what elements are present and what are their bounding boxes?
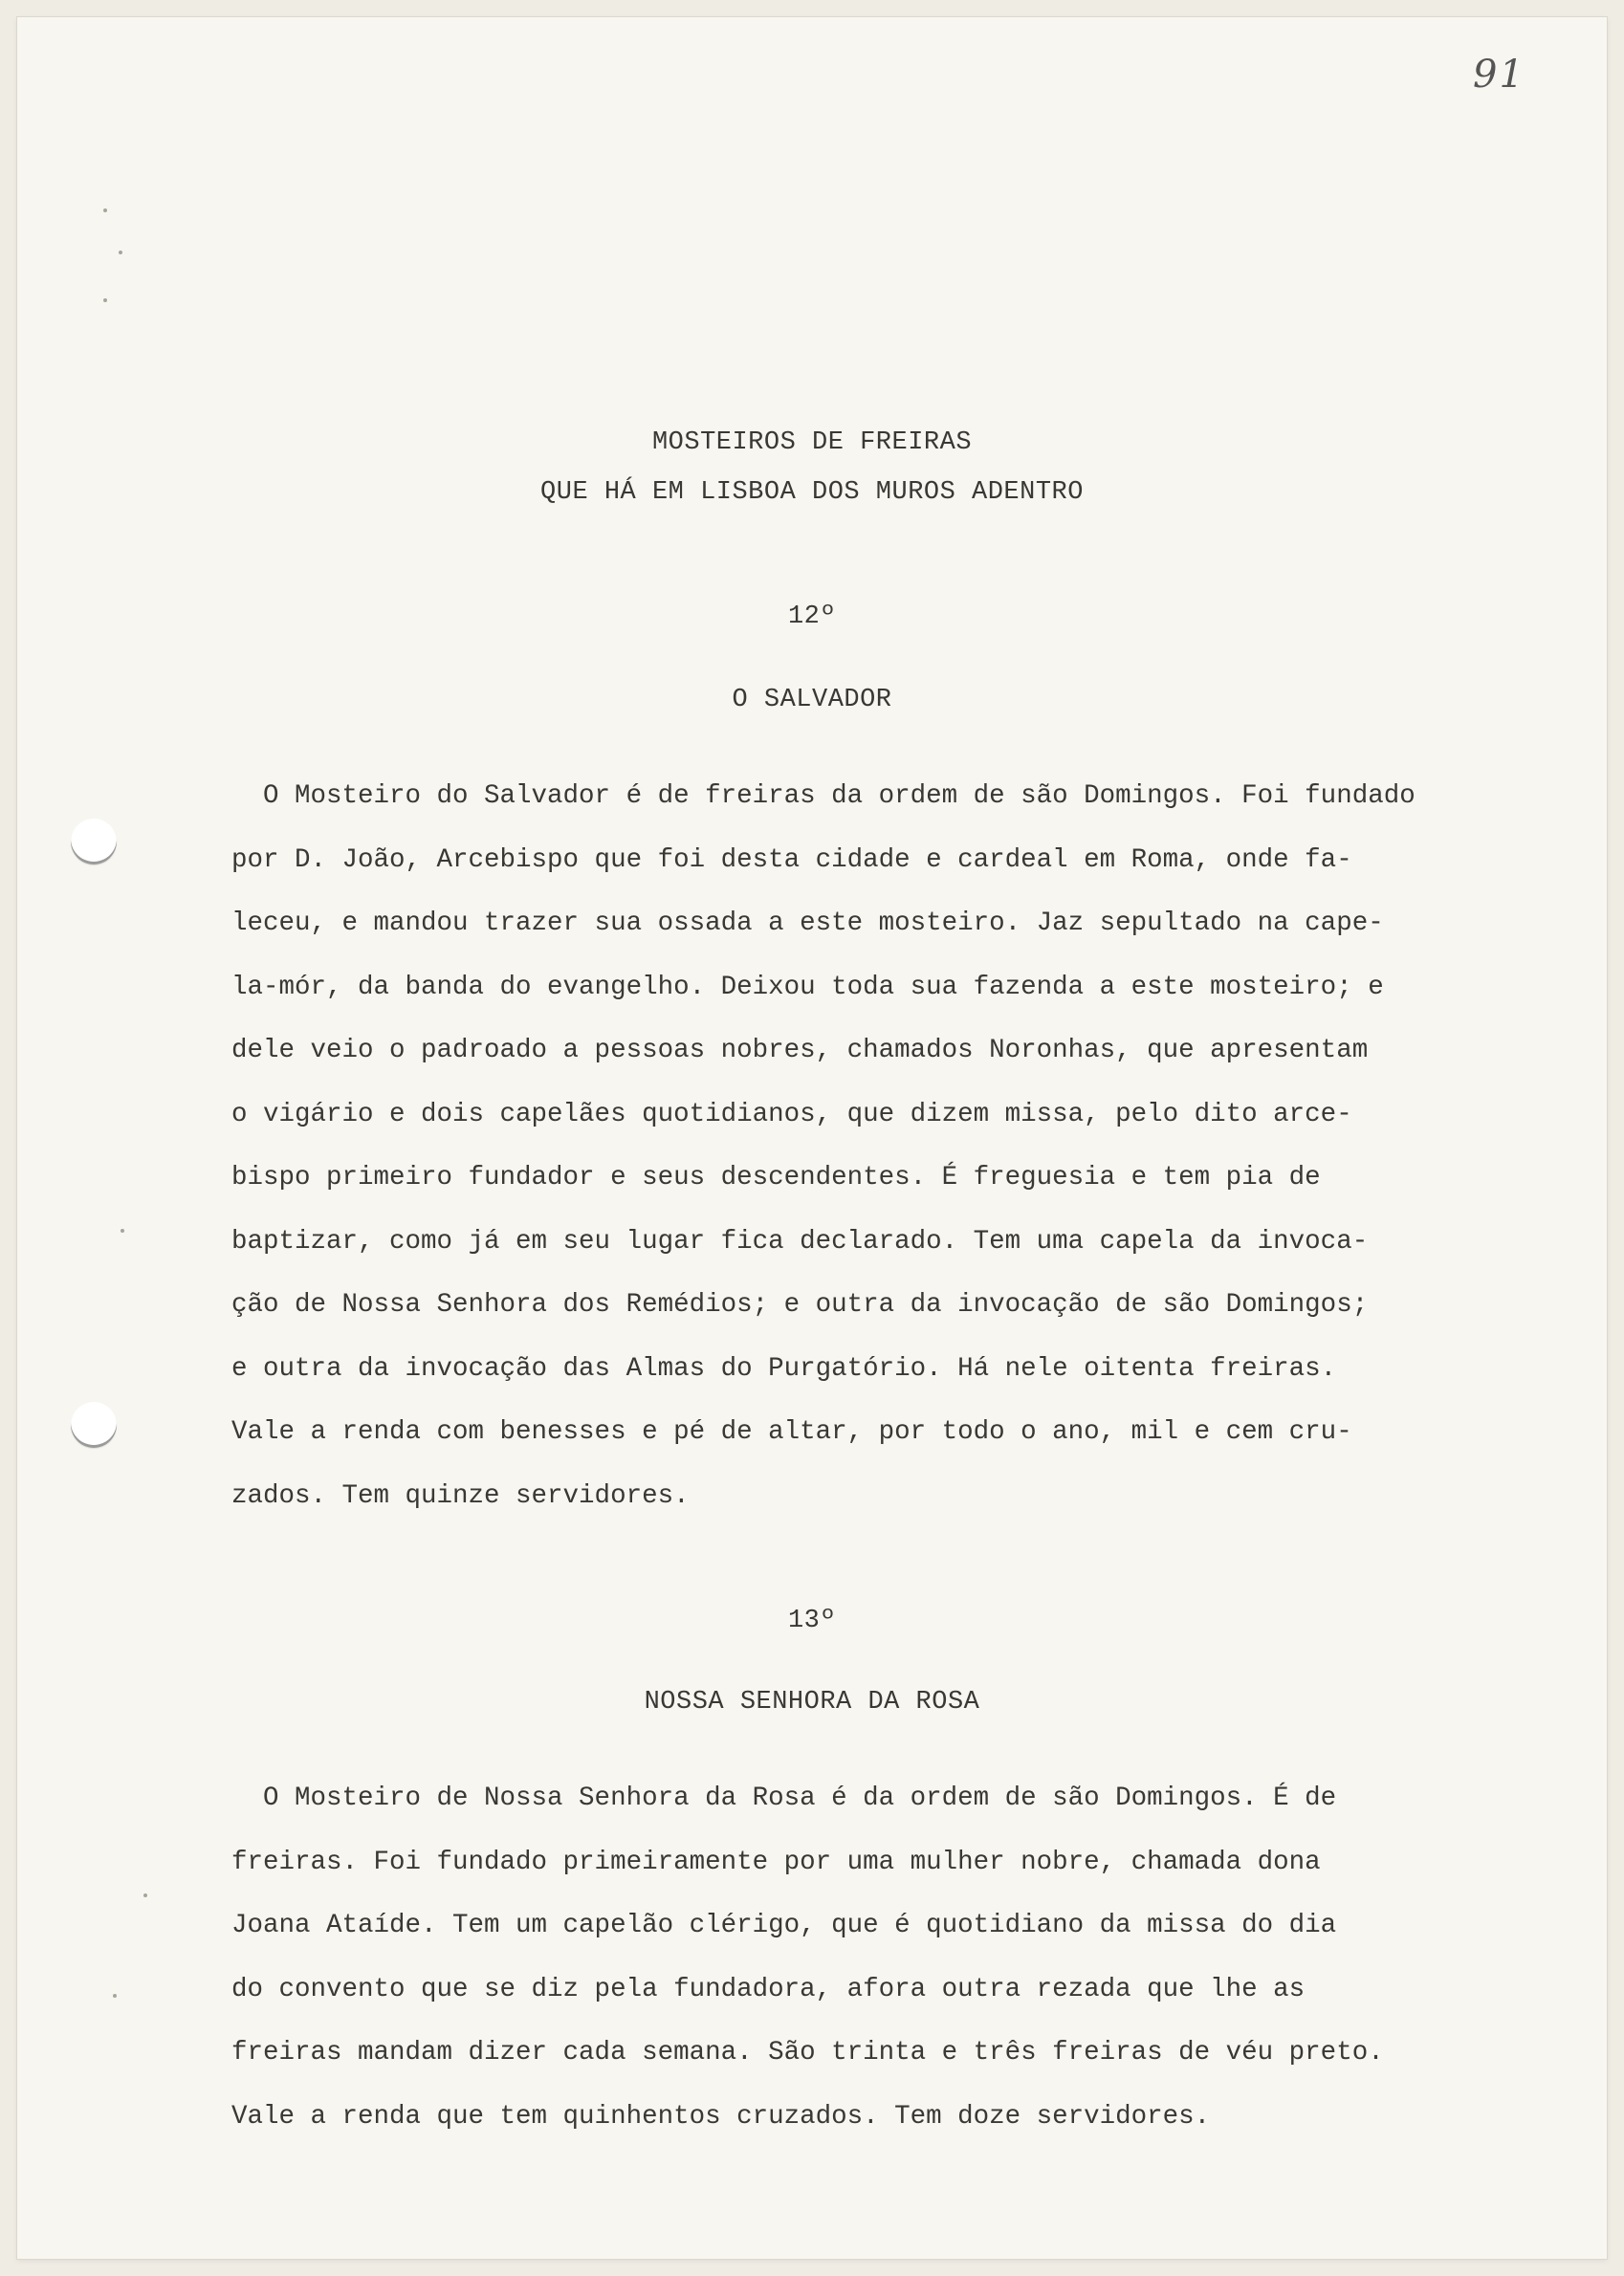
text-line: leceu, e mandou trazer sua ossada a este mosteiro. Jaz sepultado na cape- [231,908,1384,938]
text-line: zados. Tem quinze servidores. [231,1480,690,1511]
text-line: O Mosteiro de Nossa Senhora da Rosa é da ordem de são Domingos. É de [231,1784,1337,1813]
text-line: baptizar, como já em seu lugar fica declarado. Tem uma capela da invoca- [231,1226,1369,1257]
text-line: Vale a renda que tem quinhentos cruzados. Tem doze servidores. [231,2101,1211,2132]
section-number: 12º [787,602,837,631]
text-line: dele veio o padroado a pessoas nobres, chamados Noronhas, que apresentam [231,1036,1369,1065]
text-line: ção de Nossa Senhora dos Remédios; e outra da invocação de são Domingos; [231,1290,1369,1320]
paper-speck [119,251,122,254]
text-line: Joana Ataíde. Tem um capelão clérigo, que é quotidiano da missa do dia [231,1911,1337,1940]
document-title-line-1: MOSTEIROS DE FREIRAS [651,428,973,457]
text-line: o vigário e dois capelães quotidianos, que dizem missa, pelo dito arce- [231,1099,1352,1129]
text-line: por D. João, Arcebispo que foi desta cidade e cardeal em Roma, onde fa- [231,844,1352,875]
document-title-line-2: QUE HÁ EM LISBOA DOS MUROS ADENTRO [540,478,1084,507]
text-line: freiras mandam dizer cada semana. São trinta e três freiras de véu preto. [231,2038,1384,2068]
section-paragraph [231,1767,1542,2149]
section-number: 13º [787,1607,837,1635]
paper-speck [113,1994,117,1998]
paper-speck [103,298,107,302]
paper-speck [143,1893,147,1897]
section-paragraph [231,765,1542,1528]
text-line: la-mór, da banda do evangelho. Deixou toda sua fazenda a este mosteiro; e [231,972,1384,1002]
punch-hole [71,1402,117,1448]
punch-hole [71,819,117,864]
paper-speck [121,1229,124,1233]
text-line: do convento que se diz pela fundadora, afora outra rezada que lhe as [231,1974,1306,2004]
text-line: O Mosteiro do Salvador é de freiras da ordem de são Domingos. Foi fundado [231,781,1416,811]
section-heading: O SALVADOR [732,686,892,714]
text-line: bispo primeiro fundador e seus descendentes. É freguesia e tem pia de [231,1163,1321,1193]
text-line: e outra da invocação das Almas do Purgatório. Há nele oitenta freiras. [231,1353,1337,1384]
section-heading: NOSSA SENHORA DA ROSA [644,1688,980,1717]
handwritten-page-number: 91 [1473,53,1525,97]
text-line: freiras. Foi fundado primeiramente por uma mulher nobre, chamada dona [231,1847,1321,1877]
paper-speck [103,208,107,212]
text-line: Vale a renda com benesses e pé de altar, por todo o ano, mil e cem cru- [231,1417,1352,1447]
